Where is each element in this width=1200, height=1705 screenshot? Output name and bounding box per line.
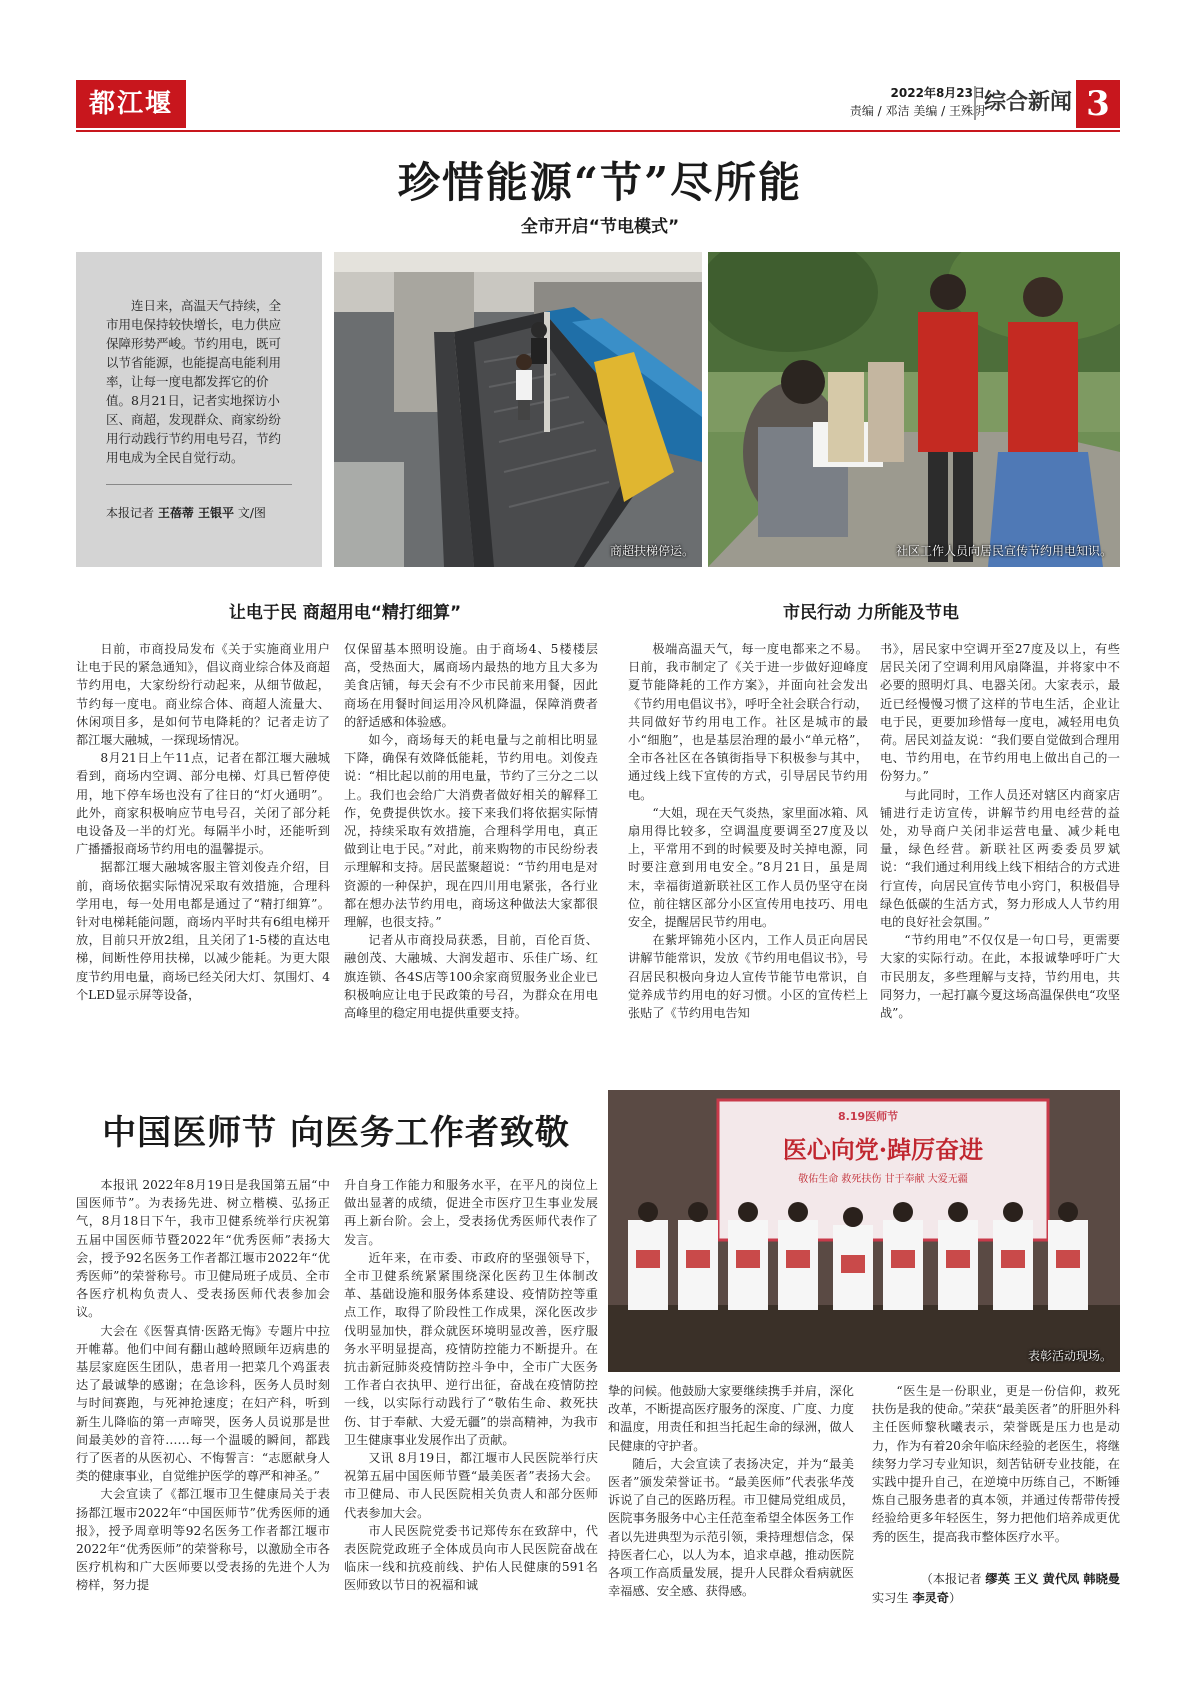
paragraph: 大会宣读了《都江堰市卫生健康局关于表扬都江堰市2022年“中国医师节”优秀医师的通报》，授予周章明等92名医务工作者都江堰市2022年“优秀医师”的荣誉称号，以激励全市各医疗机构和广大医师要以受表扬的先进个人为榜样，努力提 [76,1487,330,1593]
paragraph: 仅保留基本照明设施。由于商场4、5楼楼层高，受热面大，属商场内最热的地方且大多为美食店铺，每天会有不少市民前来用餐，因此商场在用餐时间运用冷风机降温，保障消费者的舒适感和体验感。 [344,642,598,729]
article1-column-3 [628,640,868,1060]
banner-small-label: 8.19医师节 [838,1110,899,1123]
page-number: 3 [1076,80,1120,128]
photo-escalator [334,252,702,567]
masthead-rule [76,130,1120,132]
article2-column-3 [608,1382,854,1636]
article1-column-2 [344,640,598,1060]
paragraph: 极端高温天气，每一度电都来之不易。日前，我市制定了《关于进一步做好迎峰度夏节能降耗的工作方案》，并面向社会发出《节约用电倡议书》，呼吁全社会联合行动，共同做好节约用电工作。社区是城市的最小“细胞”，也是基层治理的最小“单元格”，全市各社区在各镇街指导下积极参与其中，通过线上线下宣传的方式，引导居民节约用电。 [628,642,868,802]
section-b-title: 市民行动 力所能及节电 [783,603,959,623]
photo-award-ceremony [608,1090,1120,1372]
byline-suffix: 文/图 [237,506,266,520]
section-name: 综合新闻 [974,86,1072,120]
lede-divider [106,484,292,485]
byline-names: 王蓓蒂 王银平 [157,506,235,520]
paragraph: 如今，商场每天的耗电量与之前相比明显下降，确保有效降低能耗，节约用电。刘俊垚说：“相比起以前的用电量，节约了三分之二以上。我们也会给广大消费者做好相关的解释工作，免费提供饮水。接下来我们将依据实际情况，持续采取有效措施，合理科学用电，真正做到让电于民。”对此，前来购物的市民纷纷表示理解和支持。居民蓝聚超说：“节约用电是对资源的一种保护，现在四川用电紧张，各行业都在想办法节约用电，商场这种做法大家都很理解，也很支持。” [344,733,598,930]
paragraph: 市人民医院党委书记郑传东在致辞中，代表医院党政班子全体成员向市人民医院奋战在临床一线和抗疫前线、护佑人民健康的591名医师致以节日的祝福和诚 [344,1523,598,1593]
paragraph: 大会在《医誓真情·医路无悔》专题片中拉开帷幕。他们中间有翻山越岭照顾年迈病患的基层家庭医生团队，患者用一把菜几个鸡蛋表达了最诚挚的感谢；在急诊科，医务人员时刻与时间赛跑，与死神抢速度；在妇产科，听到新生儿降临的第一声啼哭，医务人员说那是世间最美妙的音符……每一个温暖的瞬间，都践行了医者的从医初心、不悔誓言：“志愿献身人类的健康事业，自觉维护医学的尊严和神圣。” [76,1323,330,1484]
editors-credit: 责编 / 邓洁 美编 / 王殊玥 [849,104,985,118]
newspaper-logo: 都江堰报 [76,80,186,128]
section-a-title: 让电于民 商超用电“精打细算” [228,603,462,623]
paragraph: 挚的问候。他鼓励大家要继续携手并肩，深化改革，不断提高医疗服务的深度、广度、力度和温度，用责任和担当托起生命的绿洲，做人民健康的守护者。 [608,1384,854,1453]
paragraph: 书》，居民家中空调开至27度及以上，有些居民关闭了空调利用风扇降温，并将家中不必要的照明灯具、电器关闭。大家表示，最近已经慢慢习惯了这样的节电生活，企业让电于民，更要加珍惜每一度电，减轻用电负荷。居民刘益友说：“我们要自觉做到合理用电、节约用电，在节约用电上做出自己的一份努力。” [880,642,1120,784]
paragraph: 在紫坪锦苑小区内，工作人员正向居民讲解节能常识，发放《节约用电倡议书》，号召居民积极向身边人宣传节能节电常识，自觉养成节约用电的好习惯。小区的宣传栏上张贴了《节约用电告知 [628,933,868,1021]
paragraph: 本报讯 2022年8月19日是我国第五届“中国医师节”。为表扬先进、树立楷模、弘扬正气，8月18日下午，我市卫健系统举行庆祝第五届中国医师节暨2022年“优秀医师”表扬大会，授予92名医务工作者都江堰市2022年“优秀医师”的荣誉称号。市卫健局班子成员、全市各医疗机构负责人、受表扬医师代表参加会议。 [76,1178,330,1320]
byline2-intern-label: 实习生 [872,1591,909,1605]
paragraph: “节约用电”不仅仅是一句口号，更需要大家的实际行动。在此，本报诚挚呼吁广大市民朋友，多些理解与支持，节约用电，共同努力，一起打赢今夏这场高温保供电“攻坚战”。 [880,933,1120,1021]
photo1-caption: 商超扶梯停运。 [609,544,694,558]
photo-community-workers [708,252,1120,567]
paragraph: 与此同时，工作人员还对辖区内商家店铺进行走访宣传，讲解节约用电经营的益处，劝导商户关闭非运营电量、减少耗电量，绿色经营。新联社区两委委员罗斌说：“我们通过利用线上线下相结合的方式进行宣传，向居民宣传节电小窍门，积极倡导绿色低碳的生活方式，努力形成人人节约用电的良好社会氛围。” [880,787,1120,930]
lede-box [76,252,322,567]
byline-prefix: 本报记者 [106,506,155,520]
paragraph: 随后，大会宣读了表扬决定，并为“最美医者”颁发荣誉证书。“最美医师”代表张华茂诉说了自己的医路历程。市卫健局党组成员，医院事务服务中心主任范奎希望全体医务工作者以先进典型为示范引领，秉持理想信念，保持医者仁心，以人为本，追求卓越，推动医院各项工作高质量发展，提升人民群众看病就医幸福感、安全感、获得感。 [608,1456,854,1599]
article2-headline: 中国医师节 向医务工作者致敬 [102,1113,570,1153]
lede-byline [106,504,266,521]
paragraph: 又讯 8月19日，都江堰市人民医院举行庆祝第五届中国医师节暨“最美医者”表扬大会。市卫健局、市人民医院相关负责人和部分医师代表参加大会。 [344,1451,598,1520]
banner-slogan: 敬佑生命 救死扶伤 甘于奉献 大爱无疆 [798,1174,968,1185]
issue-date: 2022年8月23日 [890,86,985,100]
article2-column-4 [872,1382,1120,1552]
paragraph: 升自身工作能力和服务水平，在平凡的岗位上做出显著的成绩，促进全市医疗卫生事业发展再上新台阶。会上，受表扬优秀医师代表作了发言。 [344,1178,598,1247]
byline2-intern-name: 李灵奇 [912,1591,949,1605]
paragraph: 8月21日上午11点，记者在都江堰大融城看到，商场内空调、部分电梯、灯具已暂停使用，地下停车场也没有了往日的“灯火通明”。此外，商家积极响应节电号召，关闭了部分耗电设备及一半的灯光。每隔半小时，还能听到广播播报商场节约用电的温馨提示。 [76,751,330,857]
article2-column-2 [344,1176,598,1636]
article1-column-4 [880,640,1120,1060]
byline2-prefix: （本报记者 [920,1572,982,1586]
lede-text: 连日来，高温天气持续，全市用电保持较快增长，电力供应保障形势严峻。节约用电，既可以节省能源，也能提高电能利用率，让每一度电都发挥它的价值。8月21日，记者实地探访小区、商超，发现群众、商家纷纷用行动践行节约用电号召，节约用电成为全民自觉行动。 [106,298,282,465]
article1-headline: 珍惜能源“节”尽所能 [397,158,803,207]
article1-column-1 [76,640,330,1060]
header-meta [850,84,985,120]
byline2-names: 缪英 王义 黄代凤 韩晓曼 [985,1572,1120,1586]
photo3-caption: 表彰活动现场。 [1027,1349,1112,1363]
paragraph: 据都江堰大融城客服主管刘俊垚介绍，目前，商场依据实际情况采取有效措施，合理科学用电，每一处用电都是通过了“精打细算”。针对电梯耗能问题，商场内平时共有6组电梯开放，目前只开放2组，且关闭了1-5楼的直达电梯，间断性停用扶梯，以减少能耗。为更大限度节约用电量，商场已经关闭大灯、氛围灯、4个LED显示屏等设备， [76,860,330,1002]
paragraph: 日前，市商投局发布《关于实施商业用户让电于民的紧急通知》，倡议商业综合体及商超节约用电，大家纷纷行动起来，从细节做起，节约每一度电。商业综合体、商超人流量大、休闲项目多，是如何节电降耗的？记者走访了都江堰大融城，一探现场情况。 [76,642,330,748]
byline2-suffix: ） [949,1591,962,1605]
banner-title: 医心向党·踔厉奋进 [782,1135,984,1164]
article2-column-1 [76,1176,330,1636]
paragraph: 记者从市商投局获悉，目前，百伦百货、融创茂、大融城、大润发超市、乐佳广场、红旗连锁、各4S店等100余家商贸服务业企业已积极响应让电于民政策的号召，为群众在用电高峰里的稳定用电提供重要支持。 [344,933,598,1021]
photo2-caption: 社区工作人员向居民宣传节约用电知识。 [895,544,1112,558]
paragraph: “医生是一份职业，更是一份信仰，救死扶伤是我的使命。”荣获“最美医者”的肝胆外科主任医师黎秋曦表示，荣誉既是压力也是动力，作为有着20余年临床经验的老医生，将继续努力学习专业知识，刻苦钻研专业技能，在实践中提升自己，在逆境中历练自己，不断锤炼自己服务患者的真本领，并通过传帮带传授经验给更多年轻医生，努力把他们培养成更优秀的医生，提高我市整体医疗水平。 [872,1384,1120,1544]
article2-byline [872,1570,1120,1608]
paragraph: “大姐，现在天气炎热，家里面冰箱、风扇用得比较多，空调温度要调至27度及以上，平常用不到的时候要及时关掉电源，同时要注意到用电安全。”8月21日，虽是周末，幸福街道新联社区工作人员仍坚守在岗位，前往辖区部分小区宣传用电技巧、用电安全，提醒居民节约用电。 [628,805,868,930]
article1-subheadline: 全市开启“节电模式” [520,217,680,237]
masthead [76,80,1120,167]
paragraph: 近年来，在市委、市政府的坚强领导下，全市卫健系统紧紧围绕深化医药卫生体制改革、基础设施和服务体系建设、疫情防控等重点工作，取得了阶段性工作成果，深化医改步伐明显加快，群众就医环境明显改善，医疗服务水平明显提高，疫情防控能力不断提升。在抗击新冠肺炎疫情防控斗争中，全市广大医务工作者白衣执甲、逆行出征，奋战在疫情防控一线，以实际行动践行了“敬佑生命、救死扶伤、甘于奉献、大爱无疆”的崇高精神，为我市卫生健康事业发展作出了贡献。 [344,1250,598,1447]
